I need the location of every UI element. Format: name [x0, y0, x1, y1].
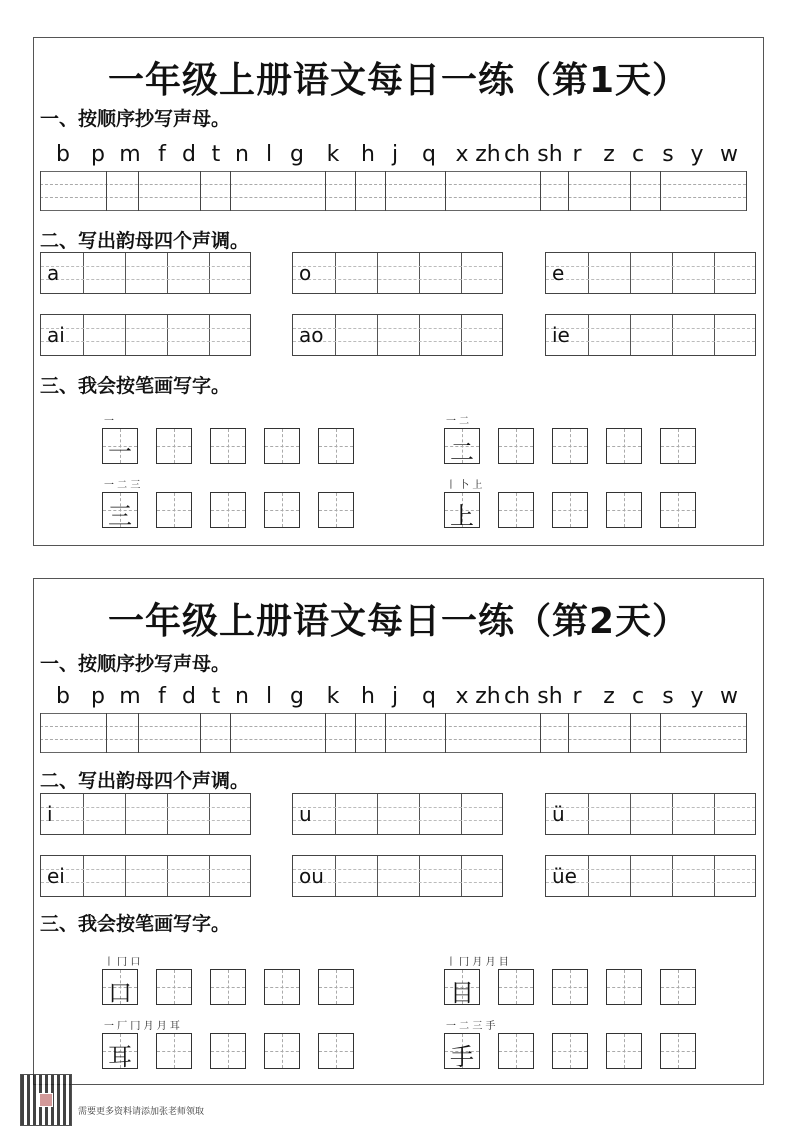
letter-divider	[630, 171, 631, 211]
practice-char-box[interactable]	[552, 1033, 588, 1069]
practice-char-box[interactable]	[318, 969, 354, 1005]
tone-cell-divider	[167, 794, 168, 834]
tone-cell-divider	[125, 856, 126, 896]
tone-cell-divider	[83, 856, 84, 896]
initial-letter: zh	[475, 142, 501, 167]
tone-cell-divider	[630, 794, 631, 834]
guide-line	[41, 266, 250, 267]
vowel-row-2	[40, 855, 746, 899]
initial-letter: h	[361, 142, 375, 167]
section-2-heading: 二、写出韵母四个声调。	[40, 770, 250, 792]
guide-line	[40, 184, 746, 185]
vowel-label: e	[552, 261, 565, 285]
initial-letter: w	[720, 142, 738, 167]
practice-char-box[interactable]	[210, 1033, 246, 1069]
vowel-row-2	[40, 314, 746, 358]
initial-letter: x	[455, 684, 469, 709]
initial-letter: n	[235, 684, 249, 709]
practice-char-box[interactable]	[264, 428, 300, 464]
section-1-heading: 一、按顺序抄写声母。	[40, 108, 231, 130]
practice-char-box[interactable]	[660, 969, 696, 1005]
guide-line	[546, 341, 755, 342]
practice-char-box[interactable]	[606, 969, 642, 1005]
tone-cell-divider	[630, 856, 631, 896]
letter-divider	[746, 713, 747, 753]
practice-char-box[interactable]	[264, 1033, 300, 1069]
guide-line	[40, 210, 746, 211]
footer-text: 需要更多资料请添加张老师领取	[78, 1107, 205, 1117]
tone-cell-divider	[588, 794, 589, 834]
initial-letter: b	[56, 684, 70, 709]
guide-line	[41, 882, 250, 883]
tone-cell-divider	[167, 315, 168, 355]
guide-line	[293, 341, 502, 342]
guide-line	[40, 197, 746, 198]
letter-divider	[138, 713, 139, 753]
letter-divider	[325, 713, 326, 753]
section-3-heading: 三、我会按笔画写字。	[40, 913, 231, 935]
stroke-order: 一 二 三 手	[446, 1021, 496, 1032]
initial-letter: z	[603, 684, 615, 709]
model-char: 三	[108, 502, 132, 530]
tone-cell-divider	[335, 794, 336, 834]
initial-letter: l	[265, 142, 273, 167]
initial-letter: d	[182, 684, 196, 709]
vowel-label: o	[299, 261, 312, 285]
letter-divider	[138, 171, 139, 211]
guide-line	[41, 820, 250, 821]
initial-letter: f	[158, 142, 166, 167]
initial-letter: q	[422, 142, 436, 167]
tone-cell-divider	[419, 253, 420, 293]
vowel-label: ei	[47, 864, 65, 888]
initial-letter: y	[690, 684, 704, 709]
model-char: 口	[108, 979, 132, 1007]
tone-cell-divider	[335, 856, 336, 896]
initial-letter: j	[391, 142, 399, 167]
tone-cell-divider	[714, 315, 715, 355]
initial-letter: c	[631, 142, 645, 167]
qr-code-icon[interactable]	[20, 1074, 72, 1126]
practice-char-box[interactable]	[552, 969, 588, 1005]
initial-letter: z	[603, 142, 615, 167]
model-char: 上	[450, 502, 474, 530]
guide-line	[546, 882, 755, 883]
model-char-box	[102, 428, 138, 464]
model-char-box	[444, 969, 480, 1005]
initial-letter: sh	[537, 684, 563, 709]
tone-cell-divider	[83, 253, 84, 293]
stroke-order: 一 二	[446, 416, 470, 427]
vowel-tone-box[interactable]	[40, 252, 251, 294]
initial-letter: q	[422, 684, 436, 709]
letter-divider	[40, 171, 41, 211]
model-char-box	[102, 492, 138, 528]
tone-cell-divider	[588, 856, 589, 896]
vowel-tone-box[interactable]	[40, 793, 251, 835]
initial-letter: b	[56, 142, 70, 167]
practice-char-box[interactable]	[552, 428, 588, 464]
initial-letter: m	[119, 142, 141, 167]
letter-divider	[568, 171, 569, 211]
tone-cell-divider	[125, 794, 126, 834]
tone-cell-divider	[461, 794, 462, 834]
initial-letter: c	[631, 684, 645, 709]
practice-char-box[interactable]	[552, 492, 588, 528]
guide-line	[546, 266, 755, 267]
letter-divider	[746, 171, 747, 211]
practice-char-box[interactable]	[156, 969, 192, 1005]
tone-cell-divider	[83, 315, 84, 355]
vowel-row-1	[40, 252, 746, 296]
tone-cell-divider	[377, 794, 378, 834]
guide-line	[40, 171, 746, 172]
initial-letter: h	[361, 684, 375, 709]
guide-line	[293, 869, 502, 870]
tone-cell-divider	[630, 315, 631, 355]
practice-char-box[interactable]	[264, 492, 300, 528]
tone-cell-divider	[461, 253, 462, 293]
vowel-tone-box[interactable]	[40, 855, 251, 897]
section-2-heading: 二、写出韵母四个声调。	[40, 230, 250, 252]
initial-letter: n	[235, 142, 249, 167]
initial-letter: x	[455, 142, 469, 167]
guide-line	[41, 807, 250, 808]
initial-letter: g	[290, 684, 304, 709]
tone-cell-divider	[461, 856, 462, 896]
letter-divider	[445, 713, 446, 753]
practice-char-box[interactable]	[318, 492, 354, 528]
model-char-box	[444, 428, 480, 464]
model-char-box	[444, 492, 480, 528]
letter-divider	[630, 713, 631, 753]
model-char: 手	[450, 1043, 474, 1071]
guide-line	[40, 713, 746, 714]
letter-divider	[106, 171, 107, 211]
guide-line	[546, 869, 755, 870]
practice-char-box[interactable]	[264, 969, 300, 1005]
initial-letter: g	[290, 142, 304, 167]
vowel-tone-box[interactable]	[545, 793, 756, 835]
letter-divider	[355, 171, 356, 211]
letter-divider	[540, 713, 541, 753]
practice-char-box[interactable]	[498, 492, 534, 528]
tone-cell-divider	[672, 794, 673, 834]
letter-divider	[385, 713, 386, 753]
vowel-tone-box[interactable]	[40, 314, 251, 356]
letter-divider	[540, 171, 541, 211]
vowel-tone-box[interactable]	[545, 314, 756, 356]
tone-cell-divider	[630, 253, 631, 293]
initial-letter: w	[720, 684, 738, 709]
initial-letter: s	[662, 684, 674, 709]
initials-row	[38, 142, 762, 170]
stroke-order: 丨 冂 月 月 目	[446, 957, 509, 968]
initial-letter: s	[662, 142, 674, 167]
vowel-label: üe	[552, 864, 577, 888]
guide-line	[546, 807, 755, 808]
guide-line	[546, 820, 755, 821]
initial-letter: ch	[503, 684, 531, 709]
practice-char-box[interactable]	[156, 428, 192, 464]
tone-cell-divider	[588, 315, 589, 355]
letter-divider	[230, 713, 231, 753]
initial-letter: r	[572, 142, 582, 167]
vowel-tone-box[interactable]	[292, 314, 503, 356]
vowel-tone-box[interactable]	[545, 855, 756, 897]
copy-lines[interactable]	[40, 713, 746, 753]
practice-char-box[interactable]	[156, 492, 192, 528]
tone-cell-divider	[209, 856, 210, 896]
tone-cell-divider	[125, 315, 126, 355]
model-char-box	[102, 1033, 138, 1069]
model-char: 耳	[108, 1043, 132, 1071]
practice-char-box[interactable]	[606, 428, 642, 464]
guide-line	[41, 328, 250, 329]
tone-cell-divider	[672, 856, 673, 896]
initial-letter: m	[119, 684, 141, 709]
tone-cell-divider	[209, 253, 210, 293]
letter-divider	[40, 713, 41, 753]
initial-letter: f	[158, 684, 166, 709]
char-practice	[34, 951, 765, 1081]
vowel-label: u	[299, 802, 312, 826]
initial-letter: p	[91, 684, 105, 709]
initial-letter: r	[572, 684, 582, 709]
practice-char-box[interactable]	[660, 1033, 696, 1069]
practice-char-box[interactable]	[606, 492, 642, 528]
stroke-order: 一 厂 冂 月 月 耳	[104, 1021, 180, 1032]
vowel-label: ie	[552, 323, 570, 347]
letter-divider	[325, 171, 326, 211]
copy-lines[interactable]	[40, 171, 746, 211]
letter-divider	[660, 713, 661, 753]
letter-divider	[568, 713, 569, 753]
section-3-heading: 三、我会按笔画写字。	[40, 375, 231, 397]
tone-cell-divider	[335, 315, 336, 355]
tone-cell-divider	[461, 315, 462, 355]
practice-char-box[interactable]	[210, 969, 246, 1005]
sheet-title: 一年级上册语文每日一练（第2天）	[107, 601, 690, 642]
vowel-label: ou	[299, 864, 324, 888]
practice-char-box[interactable]	[606, 1033, 642, 1069]
letter-divider	[385, 171, 386, 211]
tone-cell-divider	[672, 315, 673, 355]
tone-cell-divider	[83, 794, 84, 834]
stroke-order: 一 二 三	[104, 480, 141, 491]
letter-divider	[230, 171, 231, 211]
tone-cell-divider	[588, 253, 589, 293]
stroke-order: 一	[104, 416, 114, 427]
initial-letter: p	[91, 142, 105, 167]
vowel-label: ao	[299, 323, 324, 347]
practice-char-box[interactable]	[498, 428, 534, 464]
vowel-tone-box[interactable]	[292, 855, 503, 897]
initial-letter: d	[182, 142, 196, 167]
tone-cell-divider	[125, 253, 126, 293]
guide-line	[546, 279, 755, 280]
tone-cell-divider	[209, 794, 210, 834]
practice-char-box[interactable]	[210, 492, 246, 528]
practice-char-box[interactable]	[318, 428, 354, 464]
guide-line	[293, 279, 502, 280]
stroke-order: 丨 卜 上	[446, 480, 483, 491]
initial-letter: t	[211, 142, 221, 167]
vowel-label: i	[47, 802, 53, 826]
initial-letter: j	[391, 684, 399, 709]
tone-cell-divider	[419, 315, 420, 355]
model-char: 目	[450, 979, 474, 1007]
vowel-tone-box[interactable]	[545, 252, 756, 294]
tone-cell-divider	[714, 794, 715, 834]
initial-letter: y	[690, 142, 704, 167]
guide-line	[41, 869, 250, 870]
stroke-order: 丨 冂 口	[104, 957, 141, 968]
letter-divider	[200, 713, 201, 753]
tone-cell-divider	[714, 856, 715, 896]
tone-cell-divider	[419, 794, 420, 834]
footer	[20, 1074, 420, 1124]
initial-letter: l	[265, 684, 273, 709]
practice-char-box[interactable]	[498, 969, 534, 1005]
practice-char-box[interactable]	[156, 1033, 192, 1069]
initials-row	[38, 684, 762, 712]
letter-divider	[660, 171, 661, 211]
guide-line	[41, 279, 250, 280]
char-practice	[34, 410, 765, 540]
tone-cell-divider	[377, 253, 378, 293]
vowel-label: ü	[552, 802, 565, 826]
guide-line	[546, 328, 755, 329]
model-char: 二	[450, 438, 474, 466]
initial-letter: ch	[503, 142, 531, 167]
initial-letter: k	[326, 684, 340, 709]
guide-line	[293, 266, 502, 267]
practice-char-box[interactable]	[660, 428, 696, 464]
initial-letter: k	[326, 142, 340, 167]
model-char-box	[444, 1033, 480, 1069]
worksheet-day1	[33, 37, 764, 546]
guide-line	[40, 752, 746, 753]
letter-divider	[445, 171, 446, 211]
guide-line	[293, 328, 502, 329]
letter-divider	[355, 713, 356, 753]
worksheet-day2	[33, 578, 764, 1085]
model-char-box	[102, 969, 138, 1005]
practice-char-box[interactable]	[210, 428, 246, 464]
initial-letter: sh	[537, 142, 563, 167]
vowel-label: ai	[47, 323, 65, 347]
practice-char-box[interactable]	[318, 1033, 354, 1069]
guide-line	[40, 726, 746, 727]
tone-cell-divider	[167, 253, 168, 293]
initial-letter: zh	[475, 684, 501, 709]
tone-cell-divider	[419, 856, 420, 896]
guide-line	[293, 820, 502, 821]
tone-cell-divider	[377, 856, 378, 896]
practice-char-box[interactable]	[660, 492, 696, 528]
vowel-label: a	[47, 261, 60, 285]
tone-cell-divider	[335, 253, 336, 293]
tone-cell-divider	[714, 253, 715, 293]
letter-divider	[200, 171, 201, 211]
tone-cell-divider	[209, 315, 210, 355]
vowel-tone-box[interactable]	[292, 793, 503, 835]
tone-cell-divider	[672, 253, 673, 293]
guide-line	[293, 882, 502, 883]
practice-char-box[interactable]	[498, 1033, 534, 1069]
letter-divider	[106, 713, 107, 753]
tone-cell-divider	[167, 856, 168, 896]
model-char: 一	[108, 438, 132, 466]
guide-line	[40, 739, 746, 740]
sheet-title: 一年级上册语文每日一练（第1天）	[107, 60, 690, 101]
section-1-heading: 一、按顺序抄写声母。	[40, 653, 231, 675]
vowel-row-1	[40, 793, 746, 837]
guide-line	[41, 341, 250, 342]
tone-cell-divider	[377, 315, 378, 355]
initial-letter: t	[211, 684, 221, 709]
vowel-tone-box[interactable]	[292, 252, 503, 294]
guide-line	[293, 807, 502, 808]
